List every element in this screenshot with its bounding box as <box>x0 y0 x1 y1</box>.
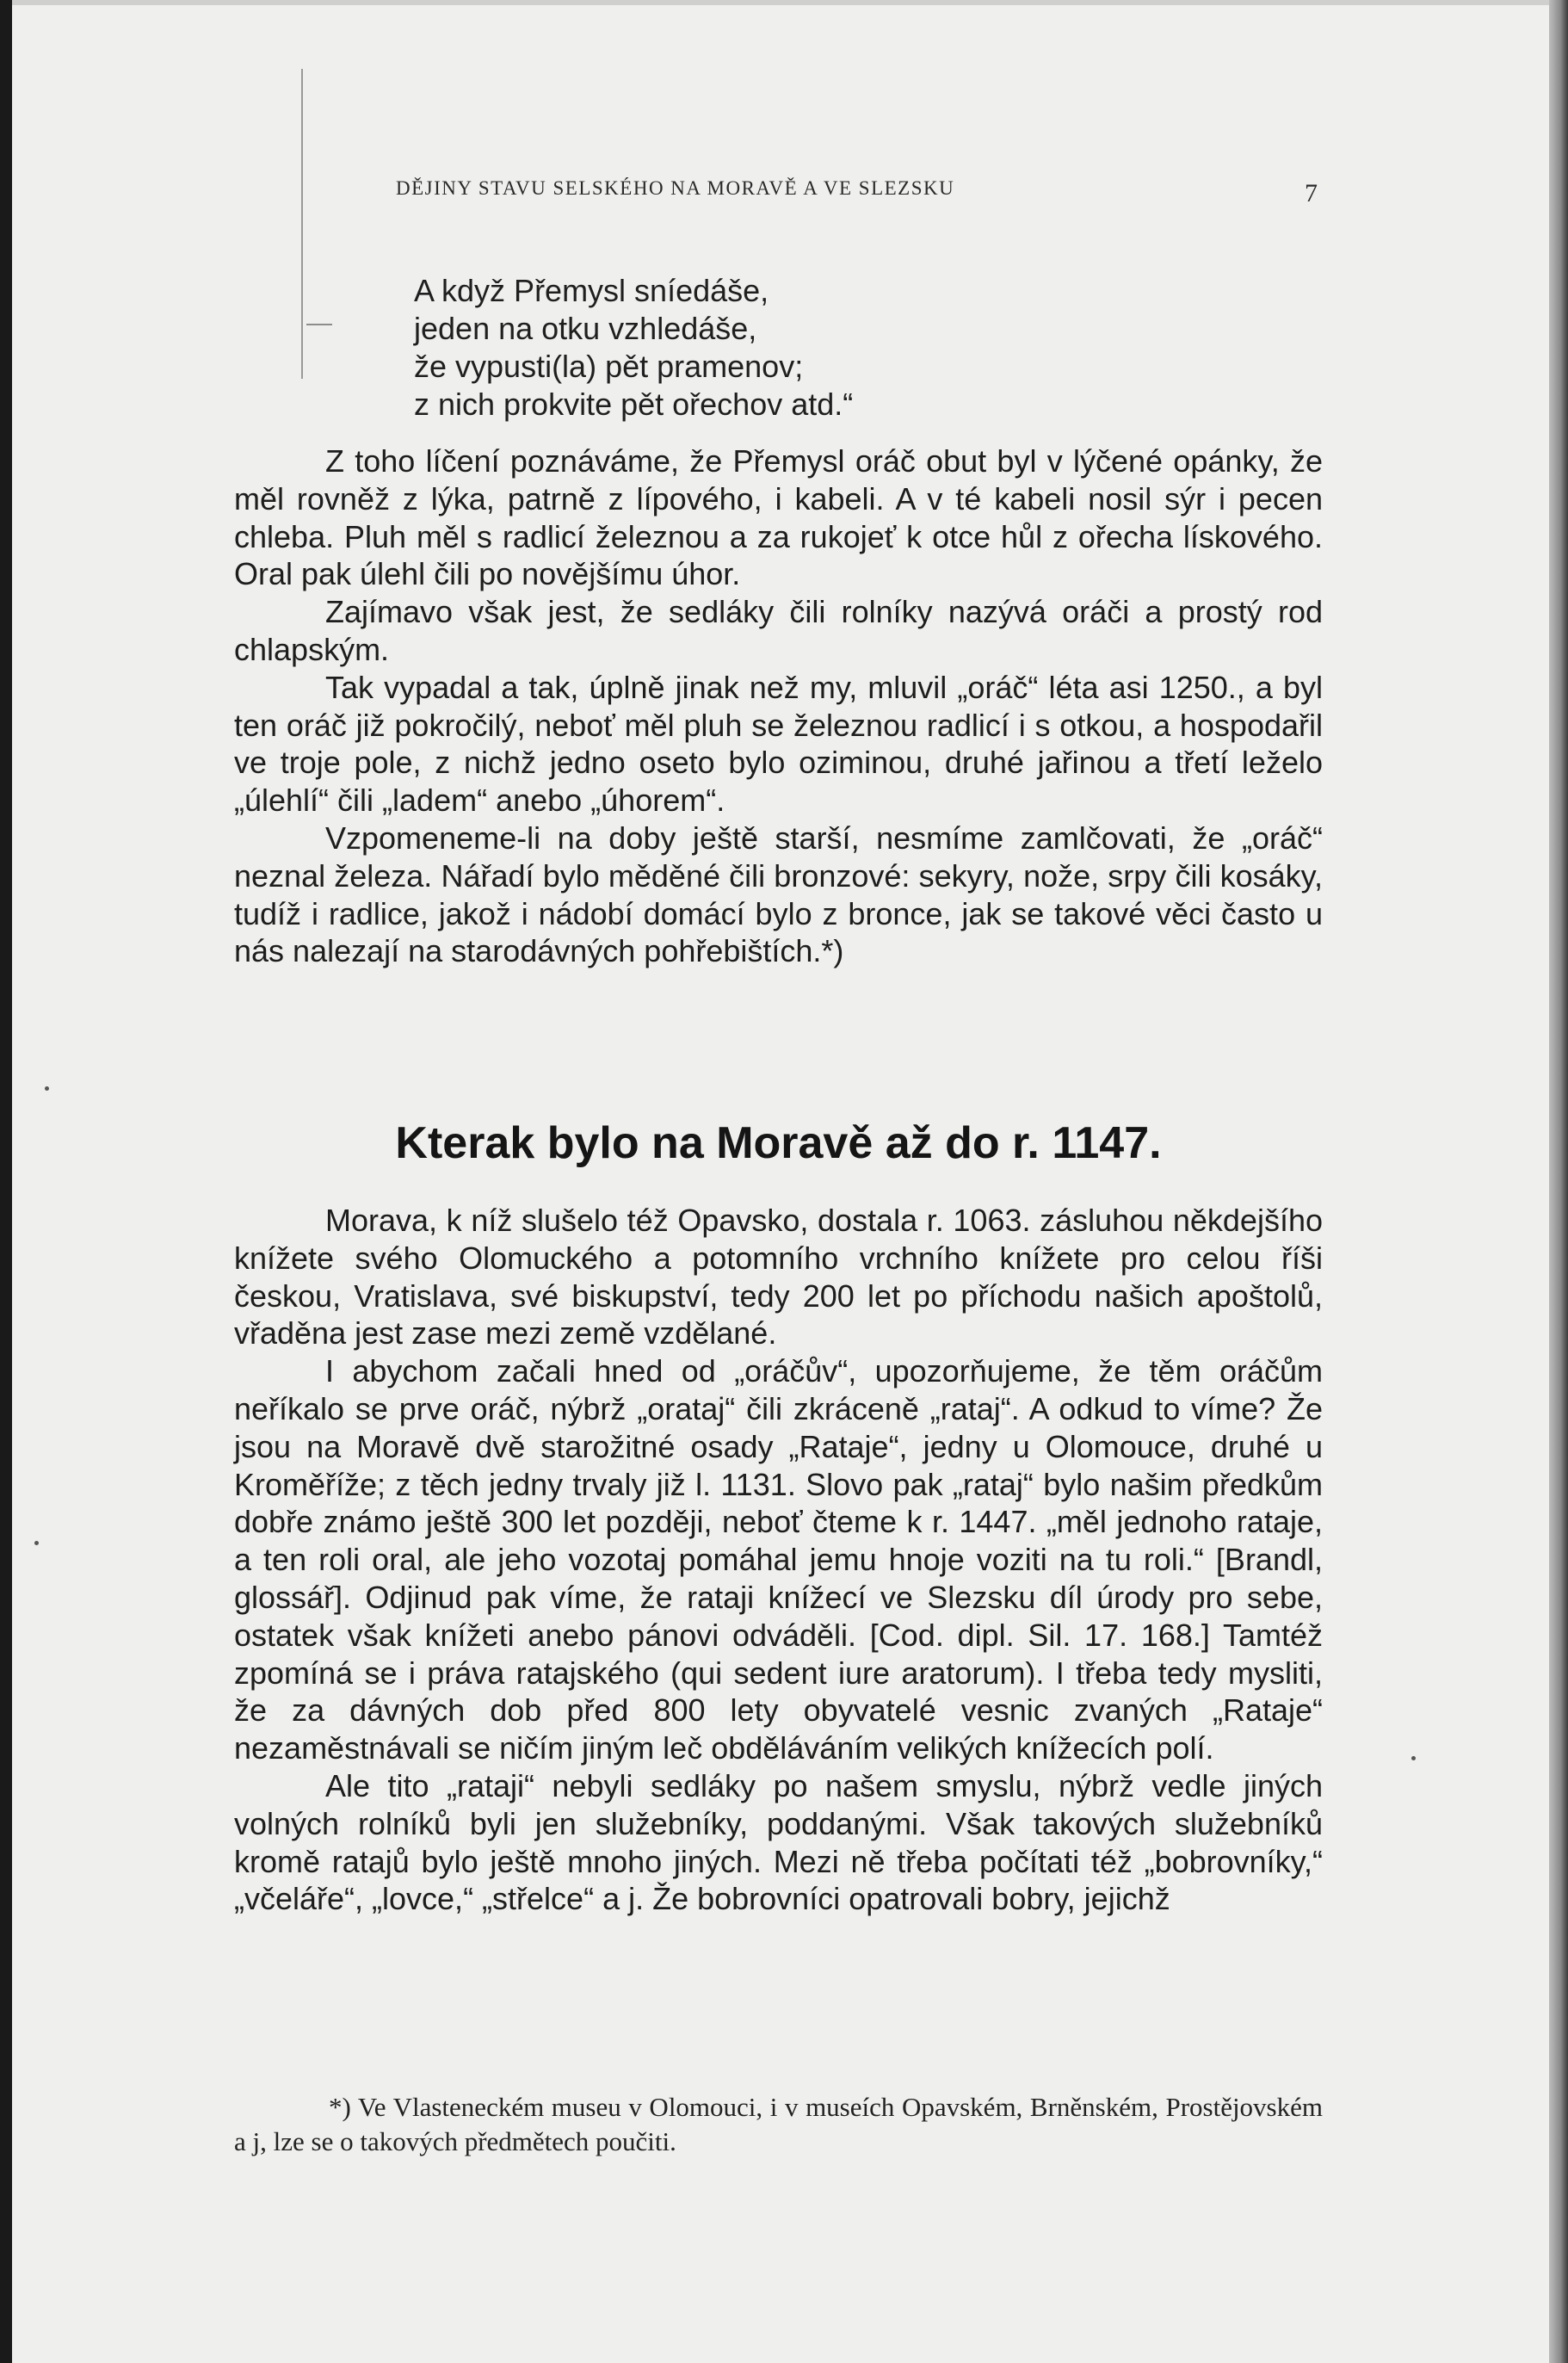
verse-line: že vypusti(la) pět pramenov; <box>414 349 804 384</box>
footnote <box>234 2090 1323 2159</box>
margin-line <box>301 69 303 379</box>
running-head: DĚJINY STAVU SELSKÉHO NA MORAVĚ A VE SLEZSKU <box>396 177 955 199</box>
margin-tick <box>306 324 332 325</box>
scan-speck <box>1411 1756 1416 1760</box>
verse-quote <box>414 272 853 424</box>
body-text-before <box>234 442 1323 970</box>
verse-line: A když Přemysl sníedáše, <box>414 273 769 308</box>
paragraph: Tak vypadal a tak, úplně jinak než my, mluvil „oráč“ léta asi 1250., a byl ten oráč již pokročilý, neboť měl pluh se železnou radlicí i s otkou, a hospodařil ve troje pole, z nichž jedno oseto bylo oziminou, druhé jařinou a třetí leželo „úlehlí“ čili „ladem“ anebo „úhorem“. <box>234 669 1323 819</box>
body-text-after <box>234 1202 1323 1918</box>
scan-left-edge <box>0 0 12 2363</box>
page-top-edge <box>0 0 1568 5</box>
paragraph: I abychom začali hned od „oráčův“, upozorňujeme, že těm oráčům neříkalo se prve oráč, nýbrž „oratај“ čili zkráceně „rataj“. A odkud to víme? Že jsou na Moravě dvě starožitné osady „Rataje“, jedny u Olomouce, druhé u Kroměříže; z těch jedny trvaly již l. 1131. Slovo pak „rataj“ bylo našim předkům dobře známo ještě 300 let později, neboť čteme k r. 1447. „měl jednoho rataje, a ten roli oral, ale jeho vozotaj pomáhal jemu hnoje voziti na tu roli.“ [Brandl, glossář]. Odjinud pak víme, že rataji knížecí ve Slezsku díl úrody pro sebe, ostatek však knížeti anebo pánovi odváděli. [Cod. dipl. Sil. 17. 168.] Tamtéž zpomíná se i práva ratajského (qui sedent iure aratorum). I třeba tedy mysliti, že za dávných dob před 800 lety obyvatelé vesnic zvaných „Rataje“ nezaměstnávali se ničím jiným leč obděláváním velikých knížecích polí. <box>234 1353 1323 1766</box>
footnote-text: *) Ve Vlasteneckém museu v Olomouci, i v museích Opavském, Brněnském, Prostějovském a j, lze se o takových předmětech poučiti. <box>234 2092 1323 2156</box>
section-title: Kterak bylo na Moravě až do r. 1147. <box>395 1118 1162 1168</box>
paragraph: Vzpomeneme-li na doby ještě starší, nesmíme zamlčovati, že „oráč“ neznal železa. Nářadí bylo měděné čili bronzové: sekyry, nože, srpy čili kosáky, tudíž i radlice, jakož i nádobí domácí bylo z bronce, jak se takové věci často u nás nalezají na starodávných pohřebištích.*) <box>234 820 1323 969</box>
scan-speck <box>45 1086 49 1091</box>
paragraph: Zajímavo však jest, že sedláky čili rolníky nazývá oráči a prostý rod chlapským. <box>234 594 1323 667</box>
scan-right-edge <box>1549 0 1568 2363</box>
scan-speck <box>34 1541 39 1545</box>
paragraph: Z toho líčení poznáváme, že Přemysl oráč obut byl v lýčené opánky, že měl rovněž z lýka, patrně z lípového, i kabeli. A v té kabeli nosil sýr i pecen chleba. Pluh měl s radlicí železnou a za rukojeť k otce hůl z ořecha lískového. Oral pak úlehl čili po novějšímu úhor. <box>234 443 1323 592</box>
verse-line: z nich prokvite pět ořechov atd.“ <box>414 387 854 422</box>
verse-line: jeden na otku vzhledáše, <box>414 311 757 346</box>
page-number: 7 <box>1305 179 1318 207</box>
paragraph: Morava, k níž slušelo též Opavsko, dostala r. 1063. zásluhou někdejšího knížete svého Olomuckého a potomního vrchního knížete pro celou říši českou, Vratislava, své biskupství, tedy 200 let po příchodu našich apoštolů, vřaděna jest zase mezi země vzdělané. <box>234 1203 1323 1352</box>
paragraph: Ale tito „rataji“ nebyli sedláky po našem smyslu, nýbrž vedle jiných volných rolníků byli jen služebníky, poddanými. Však takových služebníků kromě ratajů bylo ještě mnoho jiných. Mezi ně třeba počítati též „bobrovníky,“ „včeláře“, „lovce,“ „střelce“ a j. Že bobrovníci opatrovali bobry, jejichž <box>234 1767 1323 1917</box>
